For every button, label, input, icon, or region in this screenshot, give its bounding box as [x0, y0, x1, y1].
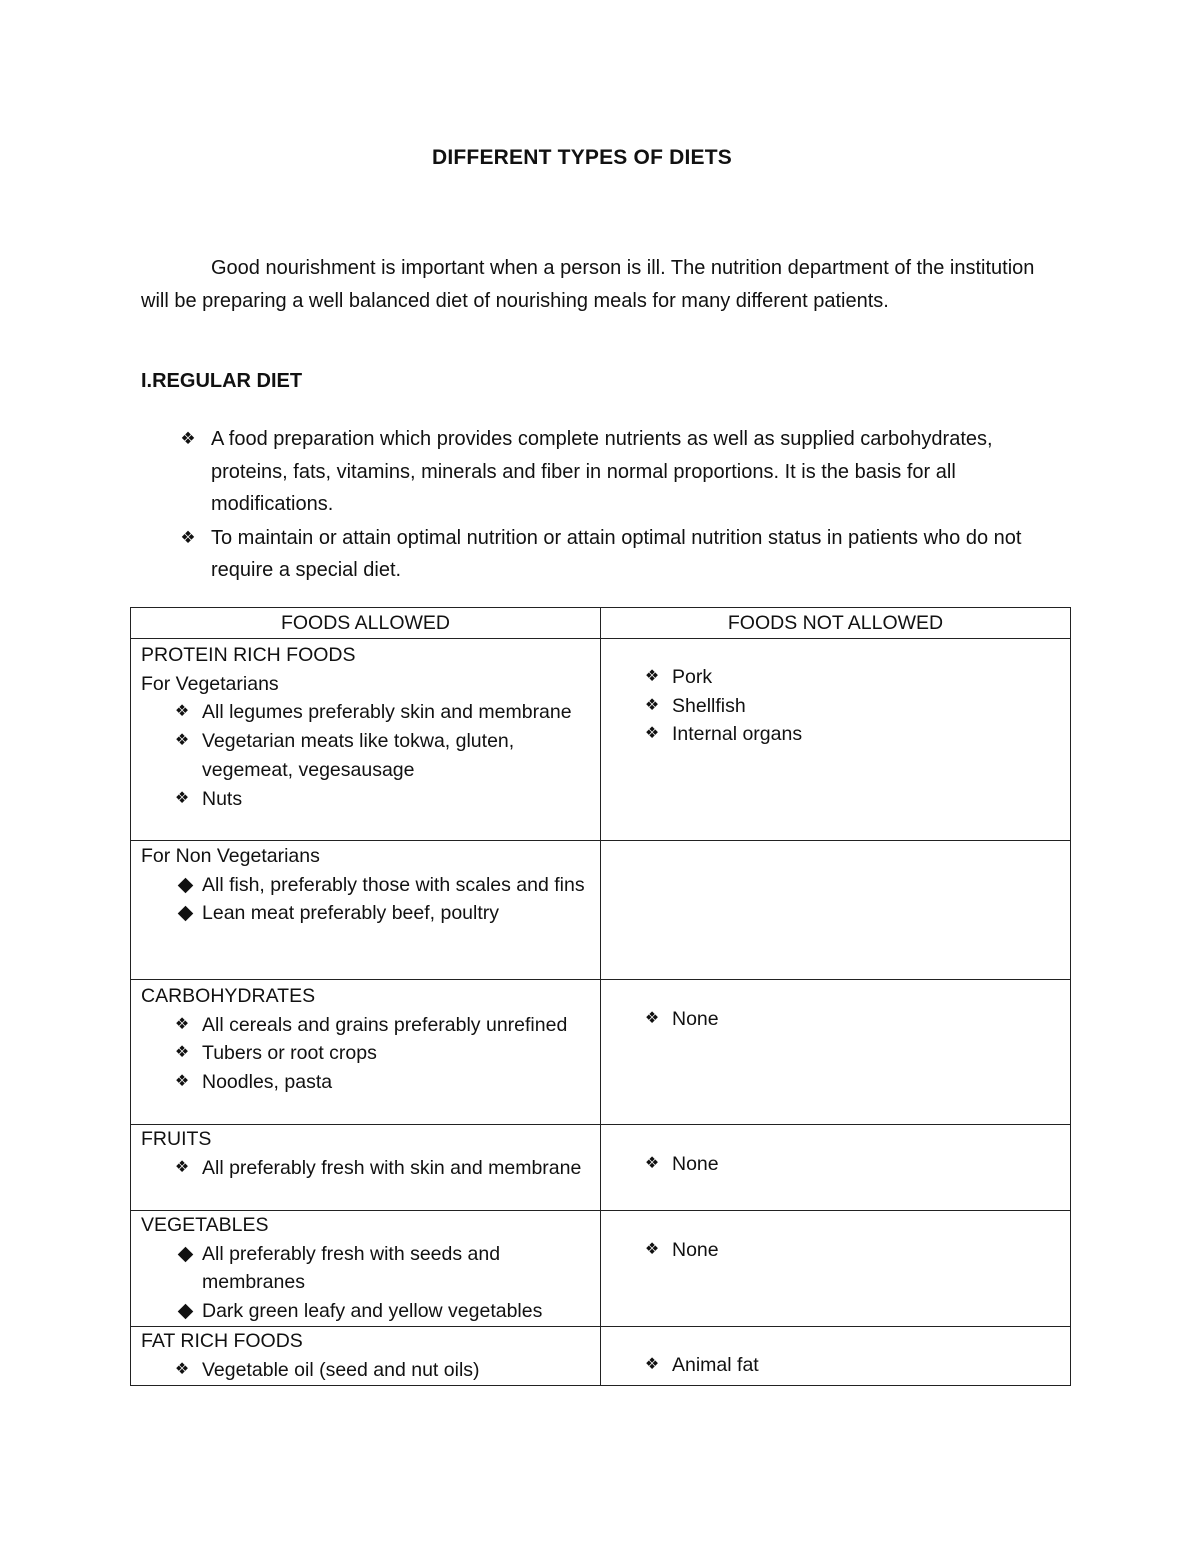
bullet-icon: ❖ [644, 1240, 660, 1258]
not-allowed-list [611, 663, 1060, 749]
table-row [131, 638, 1071, 840]
allowed-cell [131, 1124, 601, 1210]
list-item [611, 1005, 1060, 1034]
list-item-text: Vegetarian meats like tokwa, gluten, vegemeat, vegesausage [202, 730, 515, 781]
bullet-icon: ❖ [644, 1355, 660, 1373]
not-allowed-list [611, 1351, 1060, 1380]
section-point-text: A food preparation which provides complete nutrients as well as supplied carbohydrates, proteins, fats, vitamins, minerals and fiber in normal proportions. It is the basis for all modifications. [211, 428, 993, 515]
category-subheading: For Non Vegetarians [141, 844, 320, 867]
bullet-icon: ❖ [644, 696, 660, 714]
intro-text: Good nourishment is important when a person is ill. The nutrition department of the institution will be preparing a well balanced diet of nourishing meals for many different patients. [141, 257, 1035, 312]
list-item [611, 692, 1060, 721]
allowed-list [141, 1356, 590, 1385]
header-foods-allowed: FOODS ALLOWED [131, 608, 601, 639]
bullet-icon: ❖ [180, 527, 196, 547]
allowed-list [141, 1011, 590, 1097]
list-item [141, 785, 590, 814]
not-allowed-list [611, 1236, 1060, 1265]
list-item-text: All fish, preferably those with scales and fins [202, 873, 585, 896]
table-row [131, 1124, 1071, 1210]
bullet-icon: ❖ [174, 703, 190, 721]
list-item [141, 1154, 590, 1183]
list-item-text: All preferably fresh with seeds and membranes [202, 1242, 501, 1294]
table-row [131, 979, 1071, 1124]
bullet-icon: ❖ [174, 1073, 190, 1091]
list-item [611, 1351, 1060, 1380]
list-item [141, 1240, 590, 1298]
bullet-icon: ❖ [644, 1154, 660, 1172]
diamond-bullet-icon [177, 906, 193, 922]
list-item-text: Tubers or root crops [202, 1042, 377, 1065]
list-item-text: Nuts [202, 787, 243, 810]
list-item-text: Lean meat preferably beef, poultry [202, 902, 500, 925]
bullet-icon [171, 871, 193, 902]
section-heading: I.REGULAR DIET [141, 370, 303, 392]
bullet-icon: ❖ [174, 789, 190, 807]
allowed-list [141, 1154, 590, 1183]
list-item [141, 727, 590, 785]
list-item-text: All preferably fresh with skin and membrane [202, 1156, 582, 1179]
diamond-bullet-icon [177, 1246, 193, 1262]
list-item [141, 1068, 590, 1097]
list-item [611, 663, 1060, 692]
diamond-bullet-icon [177, 877, 193, 893]
not-allowed-cell [601, 979, 1071, 1124]
list-item [611, 1236, 1060, 1265]
bullet-icon: ❖ [644, 725, 660, 743]
not-allowed-cell [601, 1210, 1071, 1326]
not-allowed-cell [601, 840, 1071, 979]
bullet-icon [171, 1297, 193, 1328]
list-item [141, 1011, 590, 1040]
bullet-icon: ❖ [174, 1044, 190, 1062]
list-item-text: None [672, 1152, 719, 1175]
section-points [141, 423, 1071, 588]
list-item [611, 720, 1060, 749]
list-item [141, 1356, 590, 1385]
category-heading: VEGETABLES [141, 1213, 269, 1236]
allowed-list [141, 698, 590, 813]
table-row [131, 1210, 1071, 1326]
category-heading: PROTEIN RICH FOODS [141, 643, 356, 666]
list-item [141, 1297, 590, 1326]
allowed-cell [131, 840, 601, 979]
intro-paragraph [141, 252, 1061, 317]
list-item-text: Noodles, pasta [202, 1071, 333, 1094]
bullet-icon: ❖ [174, 1158, 190, 1176]
list-item [141, 871, 590, 900]
list-item-text: Dark green leafy and yellow vegetables [202, 1300, 543, 1323]
allowed-cell [131, 638, 601, 840]
list-item-text: Internal organs [672, 723, 803, 746]
list-item [141, 899, 590, 928]
category-heading: CARBOHYDRATES [141, 984, 316, 1007]
not-allowed-cell [601, 638, 1071, 840]
list-item [611, 1150, 1060, 1179]
bullet-icon: ❖ [644, 667, 660, 685]
list-item-text: Shellfish [672, 694, 746, 717]
table-header-row [131, 608, 1071, 639]
list-item-text: Vegetable oil (seed and nut oils) [202, 1358, 480, 1381]
list-item-text: None [672, 1007, 719, 1030]
allowed-cell [131, 1326, 601, 1385]
bullet-icon: ❖ [174, 732, 190, 750]
foods-table [130, 607, 1071, 1386]
bullet-icon [171, 899, 193, 930]
list-item [141, 698, 590, 727]
header-foods-not-allowed: FOODS NOT ALLOWED [601, 608, 1071, 639]
bullet-icon [171, 1240, 193, 1271]
category-subheading: For Vegetarians [141, 672, 279, 695]
list-item-text: All cereals and grains preferably unrefined [202, 1013, 568, 1036]
category-heading: FRUITS [141, 1127, 212, 1150]
list-item [141, 1039, 590, 1068]
list-item-text: Pork [672, 665, 713, 688]
table-row [131, 1326, 1071, 1385]
section-point [141, 522, 1071, 587]
bullet-icon: ❖ [180, 429, 196, 448]
list-item-text: None [672, 1238, 719, 1261]
not-allowed-cell [601, 1124, 1071, 1210]
section-point-text: To maintain or attain optimal nutrition or attain optimal nutrition status in patients who do not require a special diet. [211, 526, 1022, 581]
bullet-icon: ❖ [644, 1009, 660, 1027]
category-heading: FAT RICH FOODS [141, 1329, 303, 1352]
bullet-icon: ❖ [174, 1360, 190, 1378]
list-item-text: All legumes preferably skin and membrane [202, 701, 572, 724]
diamond-bullet-icon [177, 1304, 193, 1320]
table-row [131, 840, 1071, 979]
not-allowed-cell [601, 1326, 1071, 1385]
allowed-list [141, 1240, 590, 1326]
not-allowed-list [611, 1005, 1060, 1034]
section-point [141, 423, 1071, 521]
not-allowed-list [611, 1150, 1060, 1179]
document-title: DIFFERENT TYPES OF DIETS [432, 146, 732, 169]
allowed-list [141, 871, 590, 929]
allowed-cell [131, 1210, 601, 1326]
allowed-cell [131, 979, 601, 1124]
list-item-text: Animal fat [672, 1353, 759, 1376]
bullet-icon: ❖ [174, 1015, 190, 1033]
